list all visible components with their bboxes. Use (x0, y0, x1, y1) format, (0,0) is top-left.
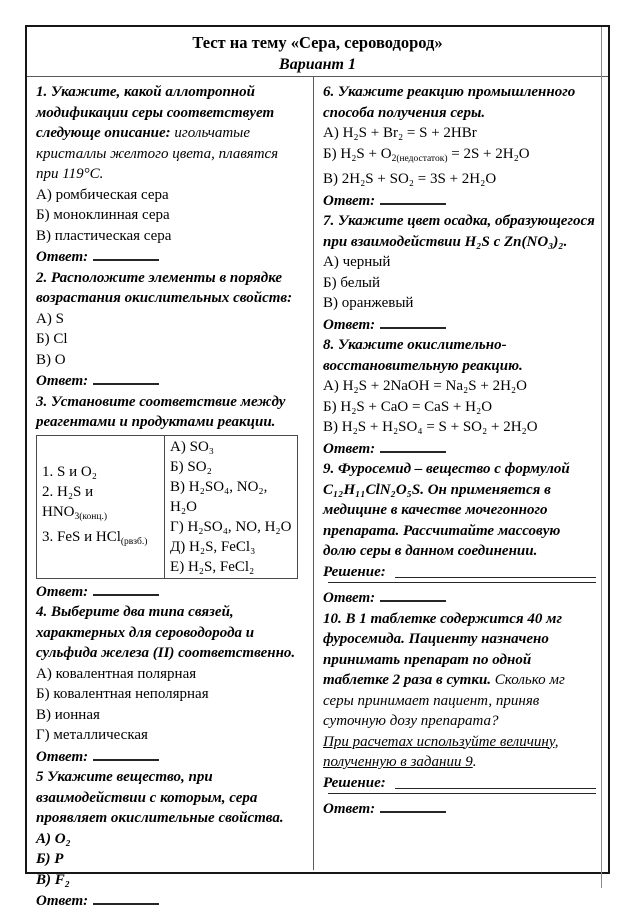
text-run: Ответ: (323, 316, 376, 333)
text-line (36, 664, 301, 685)
text-run: А) ковалентная полярная (36, 665, 197, 682)
answer-blank-line (93, 370, 159, 385)
text-run: А) S (36, 310, 64, 327)
text-run: Б) SO₂ (170, 458, 212, 475)
text-line (36, 205, 301, 226)
text-line (323, 562, 596, 583)
text-run: 6. Укажите реакцию промышленного способа получения серы. (323, 84, 576, 121)
text-line (36, 767, 301, 829)
text-line (36, 870, 301, 891)
text-line (36, 370, 301, 392)
text-run: Б) H₂S + CaO = CaS + H₂O (323, 398, 493, 415)
text-run: Г) H₂SO₄, NO, H₂O (170, 518, 292, 535)
text-line (36, 890, 301, 912)
answer-blank-line (328, 793, 596, 794)
text-run: = 2S + 2H₂O (447, 145, 530, 162)
question-2 (36, 268, 301, 392)
text-run: Ответ: (323, 192, 376, 209)
question-10 (323, 609, 596, 820)
text-run: 2(недостаток) (391, 153, 448, 164)
test-title: Тест на тему «Сера, сероводород» (192, 33, 443, 52)
answer-blank-line (380, 798, 446, 813)
column-left (27, 77, 314, 909)
text-run: Ответ: (36, 893, 89, 909)
match-row (170, 557, 292, 577)
text-run: В) 2H₂S + SO₂ = 3S + 2H₂O (323, 171, 497, 187)
text-run: Б) H₂S + O (323, 145, 392, 162)
text-line (323, 732, 596, 773)
text-line (36, 226, 301, 247)
text-run: Ответ: (36, 748, 89, 765)
text-line (36, 849, 301, 870)
answer-blank-line (93, 581, 159, 596)
text-line (36, 309, 301, 330)
text-run: Д) H₂S, FeCl₃ (170, 538, 256, 555)
text-run: 3(конц.) (74, 511, 108, 522)
text-line (323, 190, 596, 212)
text-line (323, 459, 596, 562)
text-line (323, 609, 596, 732)
text-run: Б) P (36, 851, 64, 867)
text-line (36, 268, 301, 309)
answer-blank-line (380, 190, 446, 205)
column-right (314, 77, 608, 870)
answer-blank-line (380, 587, 446, 602)
text-run: 4. Выберите два типа связей, характерных для сероводорода и сульфида железа (II) соответственно. (36, 604, 296, 661)
text-line (36, 684, 301, 705)
text-line (323, 335, 596, 376)
match-row (170, 457, 292, 477)
text-line (323, 293, 596, 314)
text-line (323, 376, 596, 397)
text-run: Б) белый (323, 274, 381, 291)
text-line (36, 392, 301, 433)
answer-blank-line (328, 582, 596, 583)
text-run: 3. FeS и HCl (42, 528, 121, 545)
text-line (36, 829, 301, 850)
text-run: 2. Расположите элементы в порядке возрастания окислительных свойств: (36, 269, 293, 306)
answer-blank-line (380, 438, 446, 453)
text-line (36, 746, 301, 768)
text-run: Б) моноклинная сера (36, 207, 170, 223)
question-6 (323, 82, 596, 211)
text-line (323, 211, 596, 252)
question-3 (36, 392, 301, 603)
text-run: В) O (36, 351, 66, 368)
text-run: 8. Укажите окислительно-восстановительную реакцию. (323, 337, 523, 374)
text-run: 10. В 1 таблетке содержится 40 мг фуросемида. Пациенту назначено принимать препарат по одной таблетке 2 раза в сутки. (323, 610, 562, 688)
text-line (36, 185, 301, 206)
text-run: Решение: (323, 563, 390, 580)
text-line (36, 725, 301, 746)
text-run: 1. Укажите, какой аллотропной модификации серы соответствует следующе описание: (36, 84, 275, 141)
answer-blank-line (395, 788, 596, 789)
match-row (42, 462, 159, 482)
text-run: В) H₂SO₄, NO₂, H₂O (170, 478, 268, 515)
text-run: Г) металлическая (36, 727, 148, 743)
text-run: 3. Установите соответствие между реагентами и продуктами реакции. (36, 393, 286, 430)
text-run: Б) ковалентная неполярная (36, 686, 209, 702)
text-run: А) ромбическая сера (36, 186, 169, 203)
text-line (323, 169, 596, 190)
text-line (323, 798, 596, 820)
text-run: Ответ: (323, 801, 376, 817)
text-line (323, 587, 596, 609)
text-run: . (472, 754, 477, 770)
text-line (323, 123, 596, 144)
answer-blank-line (380, 314, 446, 329)
text-run: игольчатые кристаллы желтого цвета, плавятся при 119°С. (36, 125, 279, 182)
text-line (323, 438, 596, 460)
text-run: 9. Фуросемид – вещество с формулой C₁₂H₁₁ClN₂O₅S. Он применяется в медицине в качестве мочегонного препарата. Рассчитайте массовую долю серы в данном соединении. (323, 461, 570, 559)
text-line (36, 581, 301, 603)
text-run: Ответ: (36, 373, 89, 389)
match-row (170, 437, 292, 457)
text-line (323, 82, 596, 123)
columns-wrapper (27, 77, 608, 909)
text-run: В) оранжевый (323, 295, 414, 311)
text-run: А) O₂ (36, 830, 71, 847)
text-line (323, 417, 596, 438)
text-run: При расчетах используйте величину, полученную в задании 9 (323, 733, 559, 770)
text-run: Ответ: (323, 440, 376, 457)
document-frame (25, 25, 610, 909)
text-run: А) H₂S + 2NaOH = Na₂S + 2H₂O (323, 378, 527, 394)
text-run: А) H₂S + Br₂ = S + 2HBr (323, 125, 477, 141)
text-run: 2. H₂S и HNO (42, 483, 94, 520)
match-row (42, 482, 159, 527)
text-run: 7. Укажите цвет осадка, образующегося при взаимодействии H₂S с Zn(NO₃)₂. (323, 213, 595, 250)
text-line (323, 273, 596, 294)
match-row (170, 477, 292, 517)
text-run: Ответ: (36, 249, 89, 265)
text-run: В) H₂S + H₂SO₄ = S + SO₂ + 2H₂O (323, 419, 538, 435)
text-run: А) SO₃ (170, 438, 215, 455)
header-row (27, 27, 608, 77)
text-run: Ответ: (36, 583, 89, 600)
text-run: (рвзб.) (120, 536, 148, 547)
text-run: В) F₂ (36, 871, 70, 888)
text-run: Решение: (323, 774, 390, 791)
text-run: В) ионная (36, 706, 100, 723)
text-run: 1. S и O₂ (42, 463, 97, 480)
match-row (170, 537, 292, 557)
text-line (323, 397, 596, 418)
match-table-cell-right (165, 435, 298, 578)
question-9 (323, 459, 596, 609)
text-line (323, 144, 596, 170)
inner-table-right-border (601, 27, 602, 888)
text-run: Е) H₂S, FeCl₂ (170, 558, 255, 575)
text-line (323, 773, 596, 794)
text-line (323, 252, 596, 273)
text-line (36, 329, 301, 350)
text-run: А) черный (323, 254, 391, 270)
question-8 (323, 335, 596, 459)
question-5 (36, 767, 301, 912)
text-run: Б) Cl (36, 331, 68, 347)
match-row (42, 527, 159, 552)
question-7 (323, 211, 596, 335)
answer-blank-line (93, 746, 159, 761)
text-run: Ответ: (323, 590, 376, 606)
text-run: Сколько мг серы принимает пациент, приняв суточную дозу препарата? (323, 672, 565, 729)
question-4 (36, 602, 301, 767)
text-run: В) пластическая сера (36, 227, 172, 244)
text-line (36, 705, 301, 726)
match-table-cell-left (37, 435, 165, 578)
text-line (36, 602, 301, 664)
text-line (36, 246, 301, 268)
text-line (36, 350, 301, 371)
match-table (36, 435, 298, 579)
variant-label: Вариант 1 (279, 56, 356, 73)
text-line (323, 314, 596, 336)
question-1 (36, 82, 301, 268)
answer-blank-line (93, 246, 159, 261)
text-line (36, 82, 301, 185)
answer-blank-line (395, 577, 596, 578)
match-row (170, 517, 292, 537)
text-run: 5 Укажите вещество, при взаимодействии с которым, сера проявляет окислительные свойства. (36, 769, 284, 826)
answer-blank-line (93, 890, 159, 905)
